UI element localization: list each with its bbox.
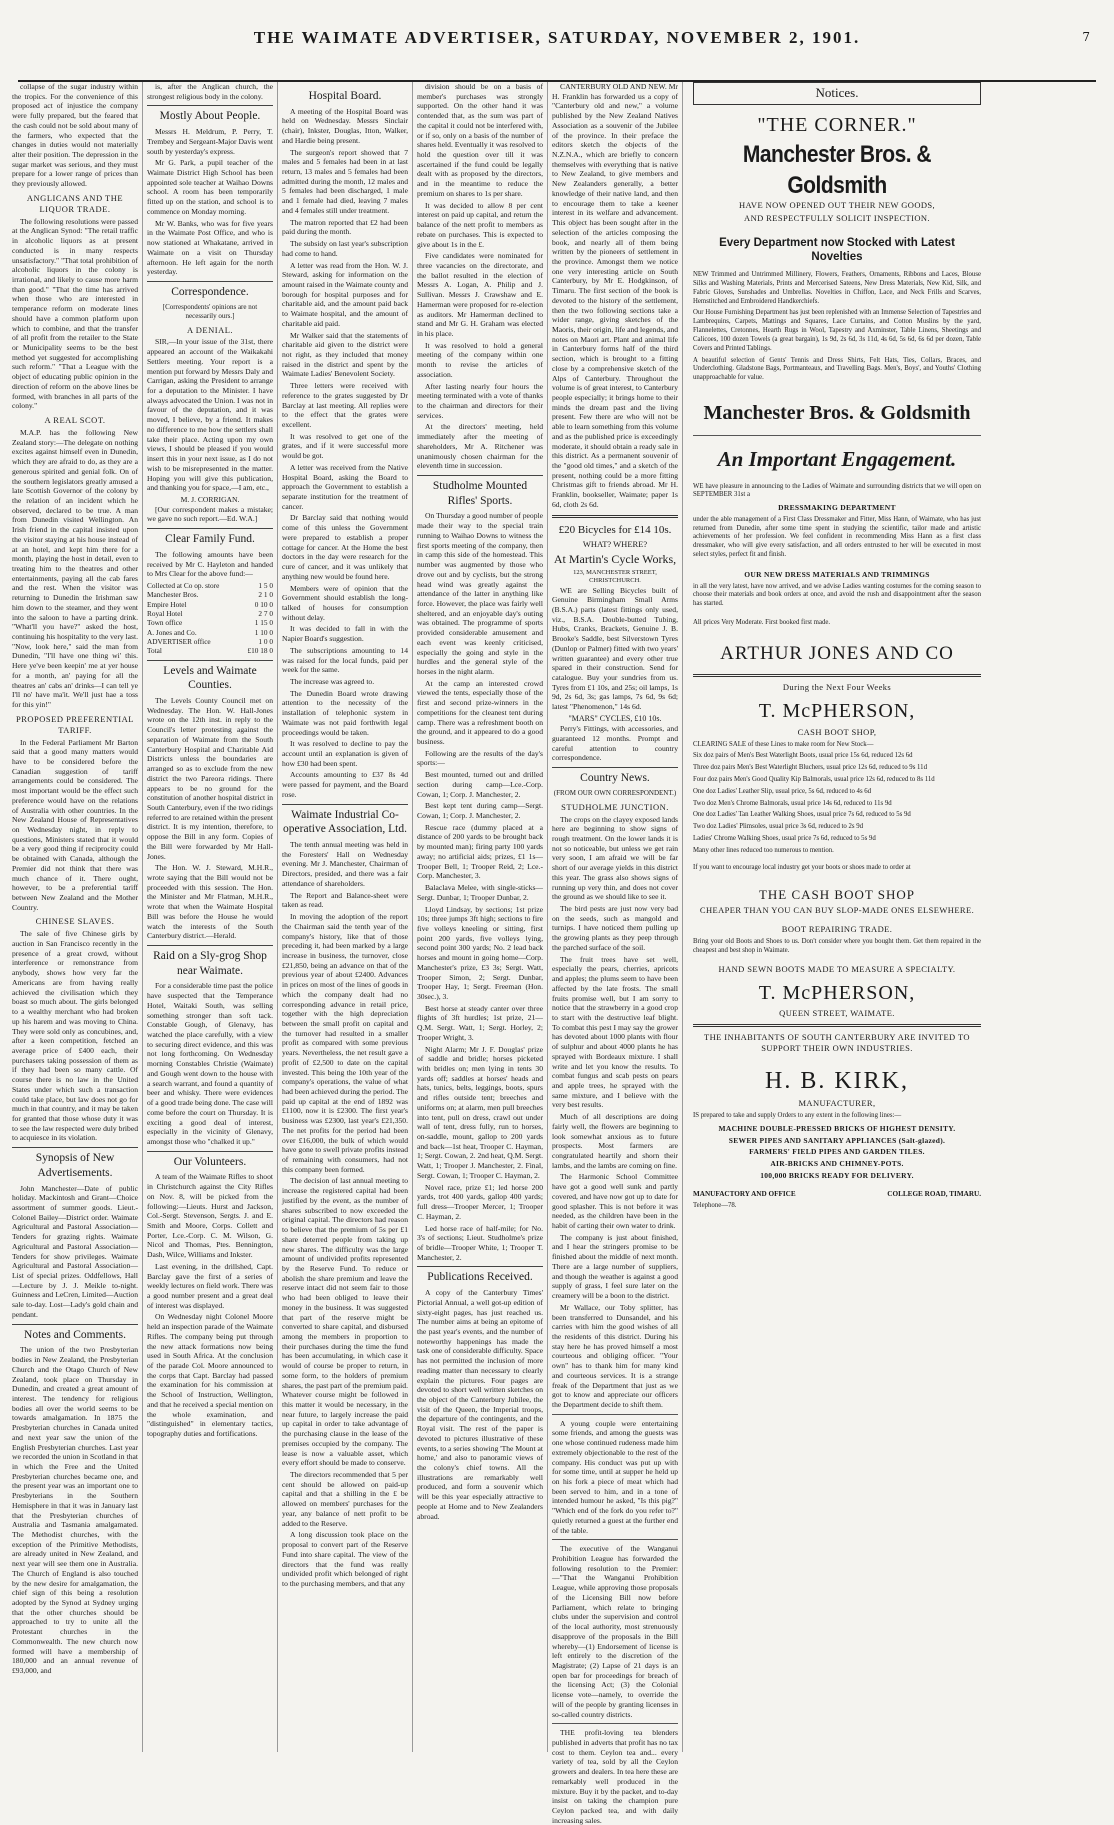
divider (693, 435, 981, 436)
product-line: AIR-BRICKS AND CHIMNEY-POTS. (770, 1158, 904, 1168)
section-heading: A REAL SCOT. (44, 415, 106, 426)
divider (552, 515, 678, 518)
article-text: Last evening, in the drillshed, Capt. Barclay gave the first of a series of weekly lectures on field work. There was a good number present and a great deal of interest was displayed. (147, 1261, 273, 1310)
article-text: Mr Wallace, our Toby splitter, has been transferred to Dunsandel, and his carries with him the good wishes of all the residents of this district. During his stay here he has proved himself a most courteous and obliging officer. "Your own" has to thank him for many kind and courteous services. It is a strange freak of the Department that just as we got to know and appreciate our officers the Department decide to shift them. (552, 1302, 678, 1409)
ad-telephone: Telephone—78. (693, 1202, 737, 1210)
article-text: CANTERBURY OLD AND NEW. Mr H. Franklin has forwarded us a copy of "Canterbury old and new," a volume published by the New Zealand Natives Association as a souvenir of the Jubilee of the province. In their preface the editors sketch the objects of the N.Z.N.A., which are briefly to concern themselves with everything that is native to New Zealand, to give members and New Zealanders generally, a better knowledge of their native land, and then to encourage them to take a keener interest in its welfare and advancement. This object has been sought after in the selection of the articles composing the book, and nearly all of them being written by the pioneers of settlement in the province. Amongst them we notice one very interesting article on South Canterbury, by Mr E. Hodgkinson, of Timaru. The first section of the book is devoted to the history of the settlement, then the two following sections take a wider range, giving sketches of the Maoris, their origin, life and legends, and notes on Maori art. Plant and animal life in Canterbury forms half of the third section, which is brought to a fitting close by a comprehensive sketch of the Alps of Canterbury. Throughout the volume is of great interest, to Canterbury people especially; it brings home to their minds the dream past and the living present. Few there are who will not be able to learn something from this volume and as the published price is exceedingly moderate, it should obtain a ready sale in this district. As a permanent souvenir of the "good old times," and a sketch of the present, nothing could be a more fitting Christmas gift to friends abroad. Mr H. Franklin, bookseller, Waimate; paper 1s 6d, cloth 2s 6d. (552, 82, 678, 509)
article-text: The company is just about finished, and I hear the stringers promise to be finished about the middle of next month. There are a large number of suppliers, and though the weather is against a good supply of grass, I feel sure later on the creamery will be a boon to the district. (552, 1232, 678, 1301)
article-text: A meeting of the Hospital Board was held on Wednesday. Messrs Sinclair (chair), Inkster, Douglas, Itton, Walker, and Hardie being present. (282, 106, 408, 145)
section-heading: CHINESE SLAVES. (35, 916, 115, 927)
article-text: Led horse race of half-mile; for No. 3's of sections; Lieut. Studholme's prize of bridle—Trooper White, 1; Trooper T. Manchester, 2. (417, 1223, 543, 1262)
fund-row (147, 646, 273, 655)
article-text: M.A.P. has the following New Zealand story:—The delegate on nothing excites against himself even in Dunedin, which they are afraid to do, as they are a generous spirited and genial folk. On of the southern legislators greatly amused a late Scottish Governor of the colony by the relation of an incident which he observed, declared to be true. A man from Dunedin visited Wellington. An Irish friend in the capital insisted upon the visitor staying at his house instead of at an hotel, and kept him there for a month, playing the host in detail, even to treating him to the theatres and other entertainments, paying all the cab fares and the rest. When the visitor was returning to Dunedin the Irishman saw him down to the steamer, and they went into the saloon to have a parting drink. "What'll you have?" asked the host, continuing his hospitality to the very last. "Now, look here," said the man from Dunedin, "I'll have one thing wi' this. Here ye've been keepin' me at yer house for a month, an' paying for all the theatres an' cabs an' drinks—I can tell ye I'll no' have ma'it. We'll just hae a toss for this yin!" (12, 427, 138, 710)
ad-subheadline: CHEAPER THAN YOU CAN BUY SLOP-MADE ONES ELSEWHERE. (699, 905, 975, 916)
ad-company-name: Manchester Bros. & Goldsmith (742, 141, 932, 199)
section-heading: Raid on a Sly-grog Shop near Waimate. (147, 945, 273, 978)
ad-subheadline: MANUFACTURER, (798, 1098, 876, 1109)
ad-footer-left: MANUFACTORY AND OFFICE (693, 1190, 796, 1199)
article-text: Lloyd Lindsay, by sections; 1st prize 10s; three jumps 3ft high; sections to fire five volleys kneeling or sitting, first point 200 yards, five volleys lying, second point 300 yards; No. 2 lead back horses and mount in going home—Corp. Manchester's prize, £3 3s; Sergt. Watt, Trooper Simon, 2; Sergt. Dunbar, Trooper Hay, 1; Sergt. Freeman (Hon. 30sec.), 3. (417, 904, 543, 1001)
product-line: FARMERS' FIELD PIPES AND GARDEN TILES. (749, 1147, 925, 1157)
article-text: Mr Walker said that the statements of charitable aid given to the district were not right, as they included that money raised in the district and spent by the Waimate Ladies' Benevolent Society. (282, 330, 408, 379)
ad-text: WE are Selling Bicycles built of Genuine Birmingham Small Arms (B.S.A.) parts (latest fittings only used, viz., B.S.A. Double-butted Tubing, Hubs, Cranks, Brackets, Genuine J. B. Brooke's Saddle, best Silverstown Tyres (Dunlop or Palmer) fitted with two years' written guarantee) and every other true spared in their construction. Send for catalogue. Buy your sundries from us. Tyres from £1 10s, and 25s; oil lamps, 1s 9d, 2s 6d, 3s; gas lamps, 7s 6d, 9s 6d; latest "Phenomenon," 14s 6d. (552, 585, 678, 712)
fund-amount: 2 7 0 (258, 608, 273, 618)
ad-subheadline: WHAT? WHERE? (582, 538, 648, 549)
article-text: Following are the results of the day's sports:— (417, 748, 543, 768)
section-heading: Clear Family Fund. (147, 528, 273, 547)
article-text: Mr G. Park, a pupil teacher of the Waimate District High School has been appointed sole teacher at Waihao Downs school. A room has been temporarily fitted up on the station, and school is to commence on Monday morning. (147, 158, 273, 216)
notices-heading: Notices. (693, 82, 981, 105)
article-text: Mr W. Banks, who was for five years in the Waimate Post Office, and who is now stationed at Whakatane, arrived in Waimate on a visit on Thursday afternoon. He left again for the north yesterday. (147, 218, 273, 277)
boot-offer: One doz Ladies' Leather Slip, usual price, 5s 6d, reduced to 4s 6d (693, 787, 872, 795)
article-text: Best mounted, turned out and drilled section during camp—Lce.-Corp. Cowan, 1; Corp. J. Manchester, 2. (417, 770, 543, 799)
divider (552, 1539, 678, 1540)
article-text: It was resolved to hold a general meeting of the company within one month to revise the articles of association. (417, 340, 543, 379)
ad-text: Perry's Fittings, with accessories, and guaranteed 12 months. Prompt and careful attention to country correspondence. (552, 724, 678, 763)
ad-text: All prices Very Moderate. First booked first made. (693, 619, 831, 627)
column-1 (8, 82, 143, 1752)
boot-offer: Many other lines reduced too numerous to mention. (693, 846, 834, 854)
article-text: Much of all descriptions are doing fairly well, the flowers are beginning to look somewhat anxious as to future prospects. Most farmers are congratulated heartily and shorn their lambs, and the lambs are coming on fine. (552, 1112, 678, 1170)
article-text: Dr Barclay said that nothing would come of this unless the Government were prepared to establish a proper cottage for cancer. At the Home the best doctors in the day were research for the cure of cancer, and it was unlikely that anything new would be found here. (282, 513, 408, 581)
article-text: SIR,—In your issue of the 31st, there appeared an account of the Waikakahi Settlers meeting. Your report is a mention put forward by Messrs Daly and Carrigan, asking the President to arrange for a deputation to the Minister. I have always advocated the Union. I was not in favour of the deputation, and it was moved, I believe, by a friend. It makes no difference to me how the settlers shall take their place. Acting upon my own views, I should be pleased if you would insert this in your next issue, as I do not wish to be misrepresented in the matter. Hoping you will give this publication, and thanking you for space,—I am, etc., (147, 337, 273, 493)
article-text: The following amounts have been received by Mr C. Hayleton and handed to Mrs Clear for the above fund:— (147, 549, 273, 579)
fund-contributor: A. Jones and Co. (147, 627, 197, 637)
article-text: On Thursday a good number of people made their way to the special train running to Waihao Downs to witness the first sports meeting of the company, then in camp this side of the homestead. This number was augmented by those who drove out and by cyclists, but the strong head wind was greatly against the attendance of the latter in anything like force. However, the place was fairly well sheltered, and an enjoyable day's outing was obtained. The programme of sports provided considerable amusement and each event was keenly criticised, especially the going and style in the hurdles and the general style of the horses in the night alarm. (417, 511, 543, 676)
boot-offer: Ladies' Chrome Walking Shoes, usual price 7s 6d, reduced to 5s 9d (693, 835, 876, 843)
article-text: It was decided to allow 8 per cent interest on paid up capital, and return the balance of the nett profit to members as rebate on purchases. This is expected to give about 1s in the £. (417, 200, 543, 249)
divider (693, 674, 981, 677)
divider (552, 1414, 678, 1415)
section-heading: STUDHOLME JUNCTION. (561, 801, 669, 812)
article-text: The union of the two Presbyterian bodies in New Zealand, the Presbyterian Church and the Otago Church of New Zealand, took place on Thursday in Dunedin, and created a great amount of interest. The tendency for religious bodies all over the world seems to be towards amalgamation. In 1875 the Presbyterian churches in Canada united and next year saw the union of the English Presbyterian churches. Last year we recorded the union in Scotland in that in which the Free and the United Presbyterian churches became one, and the present year was an important one to Presbyterians in the Southern Hemisphere in that it was in January last that the Presbyterian churches of Australia and Tasmania amalgamated. The Methodist churches, with the exception of the Primitive Methodists, are already united in New Zealand, and next year will see them one in Australia. The Church of England is also touched by the new desire for amalgamation, the chief sign of this being a resolution adopted by the Synod at Sydney urging that the other churches should be approached to try to unite all the Protestant churches in the Commonwealth. The new church now formed will have a membership of 180,000 and an annual revenue of £93,000, and (12, 1345, 138, 1676)
ad-text: IS prepared to take and supply Orders to any extent in the following lines:— (693, 1112, 902, 1120)
section-heading: Studholme Mounted Rifles' Sports. (417, 475, 543, 508)
article-text: Night Alarm; Mr J. F. Douglas' prize of saddle and bridle; horses picketed with bridles on; men lying in tents 30 yards off; saddles at horses' heads and hats, tunics, belts, leggings, boots, spurs and rifles outside tent; breeches and uniforms on; at alarm, men pull breeches into tent, pull on dress, crawl out under wall of tent, dress fully, run to horses, on-saddle, mount, gallop to 200 yards and back—1st heat, Trooper C. Hayman, 1; Sergt. Cowan, 2. 2nd heat, Q.M. Sergt. Watt, 1; Trooper J. Manchester, 2. Final, Sergt. Cowan, 1; Trooper C. Hayman, 2. (417, 1044, 543, 1180)
article-text: The fruit trees have set well, especially the pears, cherries, apricots and apples; the plums seem to have been affected by the late frosts. The small fruits promise well, but I am sorry to notice that the strawberry in a good crop to start with the destructive leaf blight. To combat this pest I may say the grower has devoted about 1000 plants with flour of sulphur and about 4000 plants he has sprayed with Bordeaux mixture. I shall write and let you know the results. To combat fungus and scab pests on pears and apple trees, he sprayed with the same mixture, and I believe with the very best results. (552, 954, 678, 1110)
ad-subheadline: BOOT REPAIRING TRADE. (781, 924, 893, 935)
divider (552, 1723, 678, 1724)
fund-amount: 1 10 0 (254, 627, 273, 637)
fund-amount: £10 18 0 (247, 646, 273, 656)
products-list (693, 1124, 981, 1180)
article-text: In the Federal Parliament Mr Barton said that a good many matters would have to be considered before the Canadian suggestion of tariff arrangements could be considered. The most important would be the effect such preference would have on the relations of Australia with other countries. In the New Zealand House of Representatives on Wednesday night, in reply to questions, Ministers stated that it would be a very good thing if reciprocity could be obtained with Canada, although the Premier did not think that there was much chance of it. There ought, however, to be a preferential tariff between New Zealand and the Mother Country. (12, 737, 138, 912)
ad-footer-right: COLLEGE ROAD, TIMARU. (887, 1190, 981, 1199)
article-text: Messrs H. Meldrum, P. Perry, T. Trembey and Sergeant-Major Davis went south by yesterday's express. (147, 127, 273, 156)
fund-contributor: Collected at Co op. store (147, 580, 220, 590)
product-line: 100,000 BRICKS READY FOR DELIVERY. (760, 1170, 914, 1180)
ad-text: A beautiful selection of Gents' Tennis and Dress Shirts, Felt Hats, Ties, Collars, Braces, and Underclothing. Gladstone Bags, Portmanteaux, and Travelling Bags. Men's, Boys', and Youths' Clothing unapproachable for value. (693, 356, 981, 382)
article-text: A copy of the Canterbury Times' Pictorial Annual, a well got-up edition of sixty-eight pages, has just reached us. The number aims at being an epitome of the past year's events, and the number of noteworthy happenings has made the task one of considerable difficulty. Space has not permitted the inclusion of more reading matter than necessary to clearly explain the pictures. Four pages are devoted to short well written sketches on the object of the Canterbury Jubilee, the visit of the Queen, the Imperial troops, the departure of the contingents, and the Royal visit. The rest of the paper is devoted to pictures illustrative of these events, to a series showing 'The Mount at home,' and also to panoramic views of the colony's chief towns. All the illustrations are remarkably well produced, and form a souvenir which will be this year especially attractive to people at Home and to New Zealanders abroad. (417, 1288, 543, 1521)
section-subheading: [Correspondents' opinions are not necessarily ours.] (162, 302, 258, 320)
ad-headline: An Important Engagement. (717, 446, 957, 471)
article-text: division should be on a basis of member's purchases was strongly supported. On the other hand it was contended that, as the sum was part of the capital it could not be interfered with, or if so, only on a basis of the number of shares held. Eventually it was resolved to hold the question over till it was ascertained if the fund could be legally dealt with as proposed by the directors, and in the meantime to reduce the premium on shares to 1s per share. (417, 82, 543, 198)
ad-headline: £20 Bicycles for £14 10s. (558, 523, 672, 536)
article-text: Best kept tent during camp—Sergt. Cowan, 1; Corp. J. Manchester, 2. (417, 801, 543, 821)
article-text: The Dunedin Board wrote drawing attention to the necessity of the installation of telephonic system in Waimate was not paid forthwith legal proceedings would be taken. (282, 688, 408, 737)
section-heading: Correspondence. (147, 281, 273, 300)
editor-note: [Our correspondent makes a mistake; we gave no such report.—Ed. W.A.] (147, 504, 273, 524)
ad-subheadline: DRESSMAKING DEPARTMENT (778, 503, 896, 513)
article-text: The Hon. W. J. Steward, M.H.R., wrote saying that the Bill would not be proceeded with this session. The Hon. the Minister and Mr Flatman, M.H.R., wrote that when the Waimate Hospital Bill was before the House he would watch the interests of the South Canterbury district.—Herald. (147, 863, 273, 941)
article-text: It was decided to fall in with the Napier Board's suggestion. (282, 624, 408, 644)
article-text: Novel race, prize £1; led horse 200 yards, trot 400 yards, gallop 400 yards; full dress—Trooper Mercer, 1; Trooper C. Hayman, 2. (417, 1182, 543, 1221)
boot-offer: Two doz Ladies' Plimsoles, usual price 3s 6d, reduced to 2s 9d (693, 823, 864, 831)
boot-offer: Two doz Men's Chrome Balmorals, usual price 14s 6d, reduced to 11s 9d (693, 799, 892, 807)
ad-text: WE have pleasure in announcing to the Ladies of Waimate and surrounding districts that we will open on SEPTEMBER 31st a (693, 482, 981, 499)
ad-text: If you want to encourage local industry get your boots or shoes made to order at (693, 863, 911, 871)
article-text: A letter was read from the Hon. W. J. Steward, asking for information on the amount raised in the Waimate county and borough for hospital purposes and for charitable aid, and the amount paid back to Waimate hospital, and the amount of charitable aid paid. (282, 260, 408, 328)
article-text: After lasting nearly four hours the meeting terminated with a vote of thanks to the chairman and directors for their services. (417, 381, 543, 420)
fund-table (147, 581, 273, 656)
ad-subheadline: CASH BOOT SHOP, (797, 726, 877, 737)
fund-row (147, 590, 273, 599)
ad-text: under the able management of a First Class Dressmaker and Fitter, Miss Hann, of Waimate, who has just returned from Dunedin, after some time spent in studying the scientific, tailor made and artistic achievements of her profession. We feel confident in recommending Miss Hann as a first class dressmaker, who will give every satisfaction, and all orders entrusted to her will be executed in most select styles, perfect fit and finish. (693, 515, 981, 559)
article-text: The Levels County Council met on Wednesday. The Hon. W. Hall-Jones wrote on the 12th inst. in reply to the Council's letter protesting against the separation of Waimate from the South Canterbury Hospital and Charitable Aid Districts unless the boundaries are arranged so as to exclude from the new district the two Pareora ridings. There appears to be no ground for the constitution of another hospital district in South Canterbury, even if the two ridings referred to are retained within the present district. It is my intention, therefore, to oppose the Bill in any form. Copies of the Bill were forwarded by Mr Hall-Jones. (147, 696, 273, 861)
ad-address: 123, MANCHESTER STREET, CHRISTCHURCH. (573, 568, 657, 585)
article-text: At the camp an interested crowd viewed the tents, especially those of the first and second prize-winners in the competitions for the cleanest tent during camp. There was a refreshment booth on the ground, and it appeared to do a good business. (417, 678, 543, 746)
article-text: The crops on the clayey exposed lands here are beginning to show signs of rough treatment. On the lower lands it is not so noticeable, but unless we get rain very soon, I am afraid we will be far short of our average yields in this district this year. The grass also shows signs of running up very thin, and does not cover the ground as we should like to see it. (552, 814, 678, 902)
section-heading: Our Volunteers. (147, 1151, 273, 1170)
product-line: MACHINE DOUBLE-PRESSED BRICKS OF HIGHEST DENSITY. (718, 1124, 956, 1134)
article-text: It was resolved to get one of the grates, and if it were successful more would be got. (282, 431, 408, 461)
article-text: The sale of five Chinese girls by auction in San Francisco recently in the presence of a great crowd, without interference or remonstrance from anybody, shows how very far the Americans are from having really achieved the civilisation which they boast so much about. The girls belonged to a wealthy merchant who had broken up his harem and was moving to China. They were sold only as concubines, and, after a keen competition, fetched an average price of £400 each, their purchasers taking possession of them as if they had been so many cattle. Of course there is no law in the United States under which such a transaction could take place, but law does not go for much in that country, and it may be taken for granted that those whose duty it was to see the law respected were duly bribed to acquiesce in its violation. (12, 929, 138, 1143)
fund-row (147, 628, 273, 637)
article-text: The executive of the Wanganui Prohibition League has forwarded the following resolution to the Premier:—"That the Wanganui Prohibition League, while approving those proposals of the Licensing Bill now before Parliament, which relate to bringing clubs under the supervision and control of the local authority, most strenuously disapprove of the proposals in the Bill whereby—(1) Endorsement of license is left entirely to the discretion of the Magistrate; (2) Lapse of 21 days is an open bar for proceedings for breach of the licensing Act; (3) the Colonial license vote—namely, to override the will of the people by granting licenses in so-called country districts. (552, 1544, 678, 1719)
fund-contributor: Royal Hotel (147, 608, 183, 618)
ad-headline: THE CASH BOOT SHOP (758, 886, 916, 902)
ad-subheadline: OUR NEW DRESS MATERIALS AND TRIMMINGS (744, 569, 930, 579)
fund-contributor: Town office (147, 618, 183, 628)
article-text: On Wednesday night Colonel Moore held an inspection parade of the Waimate Rifles. The company being put through the new attack formations now being used in South Africa. At the conclusion of the parade Col. Moore announced to the corps that Capt. Barclay had passed the examination for his commission at the School of Instruction, Wellington, and that he received a special mention on the whole examination, and "distinguished" in elementary tactics, topography duties and fortifications. (147, 1312, 273, 1439)
section-heading: Notes and Comments. (12, 1324, 138, 1343)
article-text: The matron reported that £2 had been paid during the month. (282, 217, 408, 237)
article-text: is, after the Anglican church, the strongest religious body in the colony. (147, 82, 273, 101)
boot-offer: Four doz pairs Men's Good Quality Kip Balmorals, usual price 12s 6d, reduced to 8s 11d (693, 776, 935, 783)
article-text: A letter was received from the Native Hospital Board, asking the Board to approach the Government to establish a separate institution for the treatment of cancer. (282, 462, 408, 511)
fund-contributor: Manchester Bros. (147, 590, 199, 600)
fund-amount: 1 15 0 (254, 618, 273, 628)
fund-amount: 1 5 0 (258, 580, 273, 590)
product-line: SEWER PIPES AND SANITARY APPLIANCES (Salt-glazed). (728, 1135, 946, 1145)
column-3 (278, 82, 413, 1752)
ad-subheadline: AND RESPECTFULLY SOLICIT INSPECTION. (744, 212, 930, 223)
ad-subheadline: HAVE NOW OPENED OUT THEIR NEW GOODS, (738, 199, 936, 210)
article-text: Three letters were received with reference to the grates suggested by Dr Barclay at last meeting. All replies were to the effect that the grates were excellent. (282, 381, 408, 429)
notices-column (683, 82, 991, 1752)
ad-address: QUEEN STREET, WAIMATE. (779, 1008, 895, 1019)
fund-row (147, 600, 273, 609)
article-text: Members were of opinion that the Government should establish the long-talked of houses for consumption without delay. (282, 583, 408, 622)
boots-list (693, 752, 981, 855)
ad-text: Bring your old Boots and Shoes to us. Don't consider where you bought them. Get them repaired in the cheapest and best shop in Waimate. (693, 938, 981, 954)
section-heading: Publications Received. (417, 1266, 543, 1285)
newspaper-title: THE WAIMATE ADVERTISER, SATURDAY, NOVEMBER 2, 1901. (253, 28, 861, 47)
boot-offer: Six doz pairs of Men's Best Waterlight Boots, usual price 15s 6d, reduced 12s 6d (693, 752, 913, 760)
article-text: A team of the Waimate Rifles to shoot in Christchurch against the City Rifles on Nov. 8, will be picked from the following:—Lieuts. Hurst and Jackson, Col.-Sergt. Stevenson, Sergts. J. and E. Smith and Moore, Corps. Collett and Porter, Lce.-Corp. C. M. Wilson, G. Nicol and Thomas, Ptes. Bennington, Dash, Wilce, Williams and Inkster. (147, 1172, 273, 1260)
ad-company-name: T. McPHERSON, (758, 700, 916, 723)
section-heading: A DENIAL. (186, 324, 234, 335)
ad-subheadline: Every Department now Stocked with Latest Novelties (719, 236, 955, 264)
ad-subheadline: THE INHABITANTS OF SOUTH CANTERBURY ARE INVITED TO SUPPORT THEIR OWN INDUSTRIES. (704, 1032, 970, 1053)
article-text: THE profit-loving tea blenders published in adverts that profit has no tax cost to them. Ceylon tea and... every variety of tea, sold by all the Ceylon growers and dealers. In tea here these are remarkably well produced in the mixture. Buy it by the packet, and to-day insist on taking the champion pure Ceylon packed tea, and with daily increasing sales. (552, 1728, 678, 1825)
masthead (18, 6, 1096, 82)
column-5 (548, 82, 683, 1825)
column-4 (413, 82, 548, 1752)
ad-text: in all the very latest, have now arrived, and we advise Ladies wanting costumes for the coming season to choose their materials and book orders at once, and avoid the rush and disappointment after the season has started. (693, 582, 981, 608)
article-text: collapse of the sugar industry within the tropics. For the convenience of this proposed act of injustice the company were fully prepared, but the feared that the cash could not be sold about many of the farmers, who expected that the changes in duties would not materially alter their position. The depression in the sugar market was serious, and they must prepare for a lower range of prices than they previously allowed. (12, 82, 138, 189)
divider (693, 1024, 981, 1027)
ad-subheadline: HAND SEWN BOOTS MADE TO MEASURE A SPECIALTY. (718, 963, 956, 974)
ad-text: Our House Furnishing Department has just been replenished with an Immense Selection of Tapestries and Lambrequins, Carpets, Mattings and Squares, Lace Curtains, and Cotton Muslins by the yard, Flannelettes, Cretonnes, Hearth Rugs in Wool, Tapestry and Axminster, Table Linens, Sheetings and Calicoes, 100 dozen Towels (a great bargain), 1s 9d, 2s 6d, 3s 11d, 4s 6d, 5s 6d, 6s 6d per dozen, Table Covers and Printed Tablings. (693, 309, 981, 352)
section-heading: PROPOSED PREFERENTIAL TARIFF. (16, 713, 134, 735)
fund-amount: 0 10 0 (254, 599, 273, 609)
ad-company-name: H. B. KIRK, (764, 1067, 909, 1094)
fund-contributor: Empire Hotel (147, 599, 187, 609)
section-subheading: (FROM OUR OWN CORRESPONDENT.) (553, 788, 677, 797)
fund-row (147, 581, 273, 590)
fund-contributor: ADVERTISER office (147, 636, 211, 646)
section-heading: ANGLICANS AND THE LIQUOR TRADE. (26, 192, 124, 214)
fund-contributor: Total (147, 646, 162, 656)
fund-amount: 1 0 0 (258, 636, 273, 646)
ad-shop-name: At Martin's Cycle Works, (553, 551, 677, 566)
ad-subheadline: During the Next Four Weeks (782, 682, 892, 693)
article-text: Rescue race (dummy placed at a distance of 200 yards to be brought back by mounted man); firing party 100 yards away; no artificial aids; prizes, £1 1s—Trooper Bell, 1; Trooper Reid, 2; Lce.-Corp. Manchester, 3. (417, 822, 543, 881)
ad-subheadline: "MARS" CYCLES, £10 10s. (568, 713, 662, 723)
section-heading: Mostly About People. (147, 105, 273, 124)
section-heading: Hospital Board. (308, 90, 382, 102)
section-heading: Levels and Waimate Counties. (147, 660, 273, 693)
ad-company-name: Manchester Bros. & Goldsmith (703, 402, 971, 425)
article-text: In moving the adoption of the report the Chairman said the tenth year of the company's history, like that of those preceding it, had been marked by a large increase in business, the turnover, close £21,850, being an advance on that of the previous year of about £2400. Advances in prices on most of the lines of goods in which the company dealt had no corresponding advance in retail price, together with the high depreciation between the small profit on capital and the turnover had resulted in a smaller profit as compared with some previous years. Nevertheless, the net result gave a profit of £2,500 to date on the capital invested. This being the 10th year of the company's operations, the value of what had been achieved during the period. The paid up capital at the end of 1892 was £1100, now it is £2300. The first year's business was £2300, last year's £21,350. The net profits for the period had been over £16,000, the bulk of which would have gone to swell private profits instead of remaining with consumers, had not this company been formed. (282, 912, 408, 1174)
ad-headline: "THE CORNER." (757, 113, 917, 136)
article-text: The subscriptions amounting to 14 was raised for the local funds, paid per week for the same. (282, 645, 408, 675)
article-text: The decision of last annual meeting to increase the registered capital had been justified by the event, as the number of shares subscribed to now exceeded the original capital. The directors had reason to believe that the premium of 5s per £1 share deterred people from taking up new shares. The difficulty was the large amount of undivided profits represented by the Reserve Fund. To reduce or abolish the share premium and leave the reserve intact did not seem fair to those who had been obliged to leave their money in the business. It was suggested that part of the reserve might be converted to share capital, and disbursed among the members in proportion to their purchases during the time the fund has been accumulating, in which case it would of course be proper to return, in some form, to the holders of premium shares, the past part of the premium paid. Whatever course might be followed in this matter it would be necessary, in the near future, to largely increase the paid up capital in order to take advantage of the purchasing clause in the lease of the premises occupied by the company. The lease is now a valuable asset, which every effort should be made to conserve. (282, 1176, 408, 1468)
page-number: 7 (1082, 30, 1090, 44)
article-text: The directors recommended that 5 per cent should be allowed on paid-up capital and that a shilling in the £ be allowed on members' purchases for the year, any balance of nett profit to be added to the Reserve. (282, 1470, 408, 1528)
ad-footer (693, 1190, 981, 1199)
article-text: The surgeon's report showed that 7 males and 5 females had been in at last return, 13 males and 5 females had been admitted during the month, 12 males and 5 females had been discharged, 1 male and 1 female had died, leaving 7 males and 4 females still under treatment. (282, 147, 408, 215)
article-text: John Manchester—Date of public holiday. Mackintosh and Grant—Choice assortment of summer goods. Lieut.-Colonel Bailey—District order. Waimate Agricultural and Pastoral Association—Tenders for grazing rights. Waimate Agricultural and Pastoral Association—Tenders for show privileges. Waimate Agricultural and Pastoral Association—List of special prizes. Oddfellows, Hall—Lecture by J. J. Meikle to-night. Guinness and LeCren, Limited—Auction sale to-day. Lost—Lady's gold chain and pendant. (12, 1183, 138, 1319)
article-text: The subsidy on last year's subscription had come to hand. (282, 239, 408, 258)
article-text: The Harmonic School Committee have got a good well sunk and partly covered, and have now got up to date for good splasher. This is not before it was needed, as the children have been in the habit of carting their own water to drink. (552, 1172, 678, 1231)
fund-amount: 2 1 0 (258, 590, 273, 600)
article-text: The increase was agreed to. (290, 676, 375, 686)
fund-row (147, 618, 273, 627)
section-heading: Waimate Industrial Co-operative Association, Ltd. (282, 804, 408, 837)
article-text: A long discussion took place on the proposal to convert part of the Reserve Fund into share capital. The view of the directors that the fund was really undivided profit which belonged of right to the purchasing members, and that any (282, 1530, 408, 1588)
section-heading: Country News. (552, 767, 678, 786)
article-text: At the directors' meeting, held immediately after the meeting of shareholders, Mr A. Ritchener was unanimously chosen chairman for the eleventh time in succession. (417, 422, 543, 471)
boot-offer: Three doz pairs Men's Best Waterlight Bluchers, usual price 12s 6d, reduced to 9s 11d (693, 764, 927, 772)
article-text: A young couple were entertaining some friends, and among the guests was one whose continued rudeness made him extremely objectionable to the rest of the company. His conduct was put up with for some time, until at supper he held up on his fork a piece of meat which had been served to him, and in a tone of intended humour he asked, "Is this pig?" "Which end of the fork do you refer to?" quietly returned a guest at the further end of the table. (552, 1418, 678, 1535)
article-text: The bird pests are just now very bad on the seeds, such as mangold and turnips. I have noticed them pulling up the growing plants as they peep through the parched surface of the soil. (552, 904, 678, 952)
boot-offer: One doz Ladies' Tan Leather Walking Shoes, usual price 7s 6d, reduced to 5s 9d (693, 811, 911, 819)
article-text: The tenth annual meeting was held in the Foresters' Hall on Wednesday evening. Mr J. Manchester, Chairman of Directors, presided, and there was a fair attendance of shareholders. (282, 840, 408, 888)
ad-text: NEW Trimmed and Untrimmed Millinery, Flowers, Feathers, Ornaments, Ribbons and Laces, Blouse Silks and Washing Materials, Prints and Mercerised Sateens, New Dress Materials, New Kid, Silk, and Fabric Gloves, Sunshades and Umbrellas. Novelties in Chiffon, Lace, and Neck Frills and Scarves, Hemstitched and Embroidered Handkerchiefs. (693, 271, 981, 305)
article-text: Accounts amounting to £37 8s 4d were passed for payment, and the Board rose. (282, 770, 408, 799)
ad-company-name: ARTHUR JONES AND CO (720, 642, 954, 664)
signature: M. J. CORRIGAN. (180, 494, 240, 504)
ad-text: CLEARING SALE of these Lines to make room for New Stock— (693, 740, 874, 748)
article-text: Best horse at steady canter over three flights of 3ft hurdles; 1st prize, 21—Q.M. Sergt. Watt, 1; Sergt. Horley, 2; Trooper Wright, 3. (417, 1003, 543, 1042)
article-text: It was resolved to decline to pay the account until an explanation is given of how £30 had been spent. (282, 739, 408, 768)
newspaper-columns (8, 82, 1106, 1825)
fund-row (147, 637, 273, 646)
article-text: The following resolutions were passed at the Anglican Synod: "The retail traffic in alcoholic liquors as at present conducted is in many respects unsatisfactory." "That total prohibition of alcoholic liquors in the colony is irrational, and likely to cause more harm than good." "That the time has arrived when those who are interested in temperance reform on moderate lines should have a common platform upon which to combine, and that the transfer of all profit from the retailer to the State or Municipality seems to be the best method yet suggested for accomplishing such reform." "That a League with the object of educating public opinion in the direction of reform on the above lines be formed, with branches in all parts of the colony." (12, 216, 138, 411)
section-heading: Synopsis of New Advertisements. (12, 1147, 138, 1180)
article-text: The Report and Balance-sheet were taken as read. (282, 890, 408, 910)
article-text: Five candidates were nominated for three vacancies on the directorate, and the ballot resulted in the election of Messrs A. Logan, A. Philip and J. Sullivan. Messrs J. Crawshaw and E. Hamerman were proposed for re-election as auditors. Mr Hamerman declined to stand and Mr G. H. Graham was elected in his place. (417, 251, 543, 338)
article-text: Balaclava Melee, with single-sticks—Sergt. Dunbar, 1; Trooper Dunbar, 2. (417, 883, 543, 902)
column-2 (143, 82, 278, 1752)
fund-row (147, 609, 273, 618)
article-text: For a considerable time past the police have suspected that the Temperance Hotel, Waitaki South, was selling something stronger than soft tack. Constable Gough, of Glenavy, has watched the place carefully, with a view to securing direct evidence, and this was not long forthcoming. On Wednesday morning Constables Christie (Waimate) and Gough went down to the house with a search warrant, and found a quantity of beer and whisky. There were evidences of a good trade being done. The case will come before the court on Thursday. It is exciting a good deal of interest, especially in the vicinity of Glenavy, amongst those who "chalked it up." (147, 981, 273, 1146)
ad-company-name: T. McPHERSON, (758, 981, 916, 1004)
